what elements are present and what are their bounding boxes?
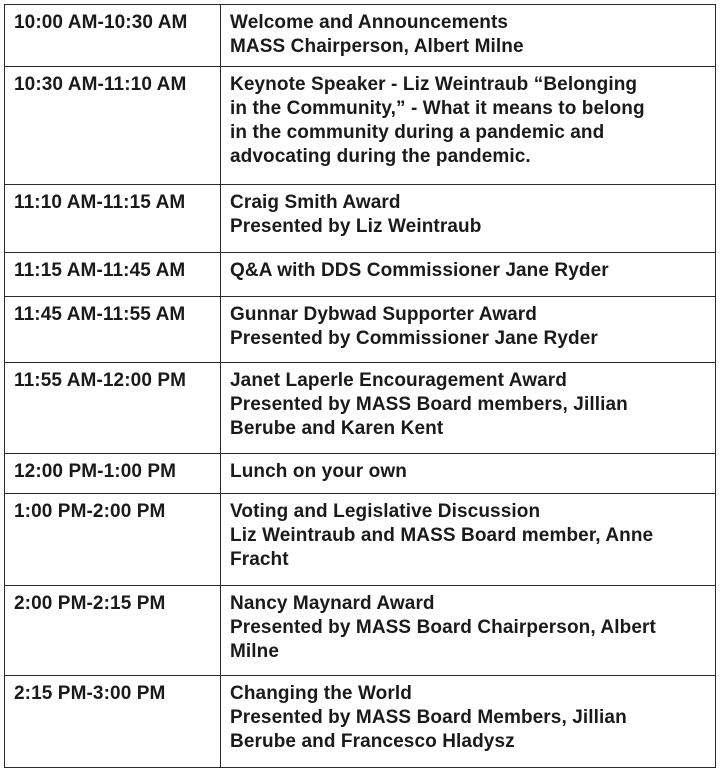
event-cell: Gunnar Dybwad Supporter Award Presented by Commissioner Jane Ryder xyxy=(221,297,716,363)
schedule-table xyxy=(4,4,716,768)
event-cell: Changing the World Presented by MASS Board Members, Jillian Berube and Francesco Hladysz xyxy=(221,676,716,768)
event-cell: Lunch on your own xyxy=(221,454,716,494)
table-row xyxy=(5,586,716,676)
time-cell: 2:15 PM-3:00 PM xyxy=(5,676,221,768)
table-row xyxy=(5,494,716,586)
event-cell: Q&A with DDS Commissioner Jane Ryder xyxy=(221,253,716,297)
time-cell: 11:55 AM-12:00 PM xyxy=(5,363,221,454)
event-cell: Nancy Maynard Award Presented by MASS Board Chairperson, Albert Milne xyxy=(221,586,716,676)
table-row xyxy=(5,297,716,363)
time-cell: 11:45 AM-11:55 AM xyxy=(5,297,221,363)
event-cell: Voting and Legislative Discussion Liz Weintraub and MASS Board member, Anne Fracht xyxy=(221,494,716,586)
schedule-body xyxy=(5,5,716,768)
time-cell: 10:00 AM-10:30 AM xyxy=(5,5,221,67)
time-cell: 11:10 AM-11:15 AM xyxy=(5,185,221,253)
time-cell: 11:15 AM-11:45 AM xyxy=(5,253,221,297)
time-cell: 1:00 PM-2:00 PM xyxy=(5,494,221,586)
time-cell: 12:00 PM-1:00 PM xyxy=(5,454,221,494)
table-row xyxy=(5,454,716,494)
time-cell: 2:00 PM-2:15 PM xyxy=(5,586,221,676)
table-row xyxy=(5,5,716,67)
table-row xyxy=(5,67,716,185)
event-cell: Welcome and Announcements MASS Chairperson, Albert Milne xyxy=(221,5,716,67)
event-cell: Craig Smith Award Presented by Liz Weintraub xyxy=(221,185,716,253)
table-row xyxy=(5,253,716,297)
event-cell: Keynote Speaker - Liz Weintraub “Belonging in the Community,” - What it means to belong in the community during a pandemic and advocating during the pandemic. xyxy=(221,67,716,185)
time-cell: 10:30 AM-11:10 AM xyxy=(5,67,221,185)
table-row xyxy=(5,676,716,768)
table-row xyxy=(5,363,716,454)
event-cell: Janet Laperle Encouragement Award Presented by MASS Board members, Jillian Berube and Karen Kent xyxy=(221,363,716,454)
table-row xyxy=(5,185,716,253)
